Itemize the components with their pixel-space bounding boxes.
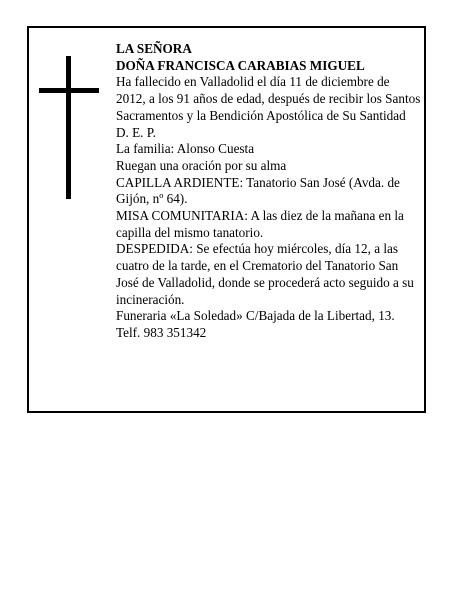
notice-text	[116, 41, 421, 342]
cross-icon	[39, 56, 99, 199]
deceased-name: DOÑA FRANCISCA CARABIAS MIGUEL	[116, 57, 365, 73]
death-announcement: Ha fallecido en Valladolid el día 11 de diciembre de 2012, a los 91 años de edad, después de recibir los Santos Sacramentos y la Bendición Apostólica de Su Santidad	[116, 74, 421, 123]
cross-horizontal-bar	[39, 88, 99, 93]
family-line: La familia: Alonso Cuesta	[116, 141, 255, 157]
funeral-home-info: Funeraria «La Soledad» C/Bajada de la Libertad, 13. Telf. 983 351342	[116, 308, 395, 340]
prayer-request: Ruegan una oración por su alma	[116, 157, 287, 173]
rip-line: D. E. P.	[116, 124, 156, 140]
notice-title-line-1: LA SEÑORA	[116, 41, 192, 56]
obituary-notice	[27, 26, 426, 413]
cross-vertical-bar	[66, 56, 71, 199]
mass-info: MISA COMUNITARIA: A las diez de la mañana en la capilla del mismo tanatorio.	[116, 208, 404, 240]
chapel-info: CAPILLA ARDIENTE: Tanatorio San José (Avda. de Gijón, nº 64).	[116, 174, 400, 207]
farewell-info: DESPEDIDA: Se efectúa hoy miércoles, día 12, a las cuatro de la tarde, en el Crematorio del Tanatorio San José de Valladolid, donde se procederá acto seguido a su incineración.	[116, 241, 414, 307]
